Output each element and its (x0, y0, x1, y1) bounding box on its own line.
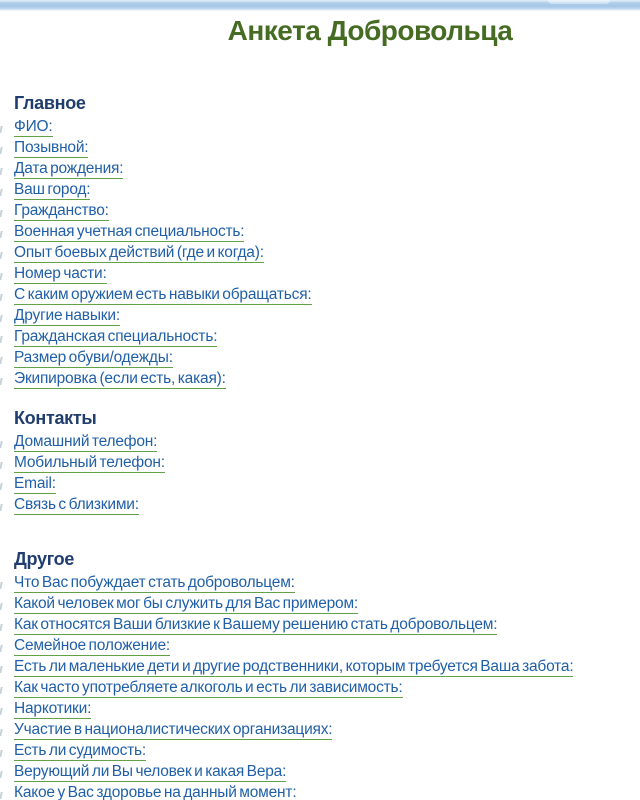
field-label[interactable]: Что Вас побуждает стать добровольцем: (14, 574, 295, 591)
field-label[interactable]: Верующий ли Вы человек и какая Вера: (14, 763, 287, 780)
section-fields (14, 572, 634, 800)
row-edge-tick (0, 483, 7, 490)
field-row (14, 242, 634, 263)
section-heading: Контакты (14, 408, 97, 428)
field-row (14, 179, 634, 200)
row-edge-tick (0, 294, 7, 301)
field-label[interactable]: Ваш город: (14, 181, 91, 198)
field-label[interactable]: Семейное положение: (14, 637, 171, 654)
field-label[interactable]: Военная учетная специальность: (14, 223, 245, 240)
row-edge-tick (0, 231, 7, 238)
section-fields (14, 431, 634, 515)
field-label[interactable]: Есть ли маленькие дети и другие родственники, которым требуется Ваша забота: (14, 658, 574, 675)
field-label[interactable]: ФИО: (14, 118, 53, 135)
field-label[interactable]: Как часто употребляете алкоголь и есть ли зависимость: (14, 679, 403, 696)
field-label[interactable]: Участие в националистических организациях: (14, 721, 333, 738)
row-edge-tick (0, 441, 7, 448)
section-1 (14, 92, 634, 389)
field-row (14, 614, 634, 635)
section-2 (14, 407, 634, 515)
row-edge-tick (0, 666, 7, 673)
field-row (14, 761, 634, 782)
field-label[interactable]: Позывной: (14, 139, 89, 156)
field-label[interactable]: Опыт боевых действий (где и когда): (14, 244, 264, 261)
field-row (14, 284, 634, 305)
row-edge-tick (0, 126, 7, 133)
field-row (14, 158, 634, 179)
sections-container (14, 92, 634, 800)
row-edge-tick (0, 462, 7, 469)
row-edge-tick (0, 189, 7, 196)
section-3 (14, 548, 634, 800)
field-row (14, 473, 634, 494)
field-row (14, 782, 634, 800)
field-label[interactable]: Размер обуви/одежды: (14, 349, 173, 366)
row-edge-tick (0, 624, 7, 631)
row-edge-tick (0, 273, 7, 280)
field-label[interactable]: Email: (14, 475, 56, 492)
field-row (14, 494, 634, 515)
field-row (14, 719, 634, 740)
field-row (14, 368, 634, 389)
row-edge-tick (0, 603, 7, 610)
field-row (14, 698, 634, 719)
page-title: Анкета Добровольца (227, 15, 513, 46)
field-row (14, 593, 634, 614)
field-label[interactable]: Другие навыки: (14, 307, 120, 324)
field-label[interactable]: Номер части: (14, 265, 107, 282)
field-label[interactable]: Какое у Вас здоровье на данный момент: (14, 783, 296, 800)
section-heading: Другое (14, 549, 75, 569)
row-edge-tick (0, 645, 7, 652)
field-row (14, 116, 634, 137)
field-label[interactable]: Гражданство: (14, 202, 109, 219)
window-top-bar (0, 0, 640, 11)
field-row (14, 263, 634, 284)
field-label[interactable]: Дата рождения: (14, 160, 124, 177)
row-edge-tick (0, 252, 7, 259)
section-heading: Главное (14, 93, 86, 113)
row-edge-tick (0, 687, 7, 694)
row-edge-tick (0, 147, 7, 154)
field-row (14, 347, 634, 368)
field-row (14, 200, 634, 221)
row-edge-tick (0, 315, 7, 322)
field-label[interactable]: Домашний телефон: (14, 433, 158, 450)
field-row (14, 137, 634, 158)
field-row (14, 635, 634, 656)
field-row (14, 740, 634, 761)
field-label[interactable]: С каким оружием есть навыки обращаться: (14, 286, 312, 303)
row-edge-tick (0, 336, 7, 343)
row-edge-tick (0, 750, 7, 757)
field-row (14, 656, 634, 677)
field-label[interactable]: Какой человек мог бы служить для Вас примером: (14, 595, 359, 612)
field-row (14, 677, 634, 698)
top-bar-notch (548, 0, 610, 4)
row-edge-tick (0, 378, 7, 385)
document-body (0, 92, 640, 800)
row-edge-tick (0, 792, 7, 799)
row-edge-tick (0, 357, 7, 364)
field-row (14, 221, 634, 242)
field-label[interactable]: Наркотики: (14, 700, 92, 717)
field-row (14, 572, 634, 593)
field-label[interactable]: Есть ли судимость: (14, 742, 146, 759)
row-edge-tick (0, 168, 7, 175)
field-row (14, 452, 634, 473)
field-label[interactable]: Как относятся Ваши близкие к Вашему решению стать добровольцем: (14, 616, 498, 633)
row-edge-tick (0, 771, 7, 778)
section-fields (14, 116, 634, 389)
row-edge-tick (0, 582, 7, 589)
field-row (14, 305, 634, 326)
row-edge-tick (0, 210, 7, 217)
field-row (14, 431, 634, 452)
row-edge-tick (0, 504, 7, 511)
field-label[interactable]: Связь с близкими: (14, 496, 139, 513)
field-label[interactable]: Экипировка (если есть, какая): (14, 370, 226, 387)
field-label[interactable]: Гражданская специальность: (14, 328, 218, 345)
row-edge-tick (0, 729, 7, 736)
field-row (14, 326, 634, 347)
row-edge-tick (0, 708, 7, 715)
field-label[interactable]: Мобильный телефон: (14, 454, 165, 471)
